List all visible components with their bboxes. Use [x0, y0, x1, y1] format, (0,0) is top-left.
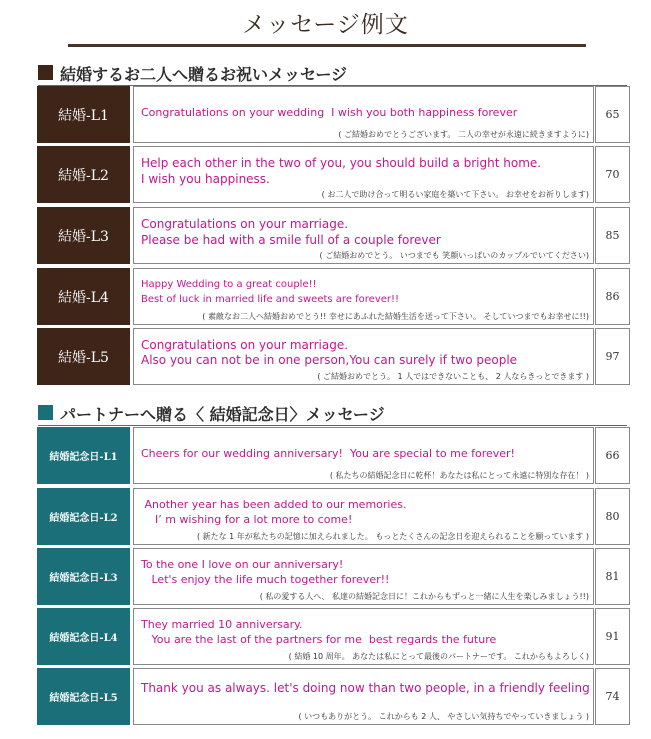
- message-box: [133, 328, 594, 385]
- message-box: [133, 207, 594, 264]
- message-number: 97: [595, 328, 630, 385]
- japanese-translation: ( いつもありがとう。 これからも 2 人、 やさしい気持ちでやっていきましょう ): [298, 712, 589, 721]
- english-message-line: Also you can not be in one person,You can surely if two people: [141, 353, 518, 367]
- english-message-line: Another year has been added to our memories.: [141, 498, 407, 511]
- message-code: 結婚記念日-L3: [37, 548, 130, 605]
- message-row: [37, 608, 629, 665]
- japanese-translation: ( お二人で助け合って明るい家庭を築いて下さい。 お幸せをお祈りします): [321, 190, 589, 199]
- english-message-line: Cheers for our wedding anniversary! You are special to me forever!: [141, 447, 515, 460]
- message-row: [37, 548, 629, 605]
- message-code: 結婚-L5: [37, 328, 130, 385]
- message-code: 結婚-L1: [37, 86, 130, 143]
- message-number: 65: [595, 86, 630, 143]
- message-row: [37, 268, 629, 325]
- message-row: [37, 146, 629, 203]
- message-row: [37, 86, 629, 143]
- english-message-line: Help each other in the two of you, you should build a bright home.: [141, 156, 542, 170]
- japanese-translation: ( ご結婚おめでとうございます。 二人の幸せが永遠に続きますように): [338, 130, 589, 139]
- english-message-line: Please be had with a smile full of a couple forever: [141, 233, 441, 247]
- english-message-line: You are the last of the partners for me best regards the future: [141, 633, 497, 646]
- section-heading-text: パートナーへ贈る〈 結婚記念日〉メッセージ: [60, 405, 385, 424]
- japanese-translation: ( 私の愛する人へ、 私達の結婚記念日に！これからもずっと一緒に人生を楽しみましょう!!): [259, 592, 589, 601]
- message-box: [133, 146, 594, 203]
- message-code: 結婚-L2: [37, 146, 130, 203]
- title-rule: [68, 44, 586, 47]
- message-code: 結婚記念日-L1: [37, 427, 130, 484]
- japanese-translation: ( ご結婚おめでとう。 1 人ではできないことも、 2 人ならきっとできます ): [317, 372, 589, 381]
- message-box: [133, 86, 594, 143]
- english-message-line: I’ m wishing for a lot more to come!: [141, 513, 353, 526]
- message-number: 70: [595, 146, 630, 203]
- page-title: メッセージ例文: [242, 12, 409, 38]
- english-message-line: Congratulations on your wedding I wish you both happiness forever: [141, 106, 518, 119]
- message-row: [37, 668, 629, 725]
- section-underline: [38, 425, 627, 426]
- section-square-icon: [38, 405, 53, 420]
- message-number: 81: [595, 548, 630, 605]
- message-code: 結婚記念日-L4: [37, 608, 130, 665]
- english-message-line: Best of luck in married life and sweets are forever!!: [141, 294, 400, 305]
- message-number: 91: [595, 608, 630, 665]
- message-code: 結婚記念日-L2: [37, 488, 130, 545]
- japanese-translation: ( 私たちの結婚記念日に乾杯！あなたは私にとって永遠に特別な存在！ ): [329, 471, 589, 480]
- message-code: 結婚記念日-L5: [37, 668, 130, 725]
- message-row: [37, 207, 629, 264]
- message-box: [133, 268, 594, 325]
- message-box: [133, 548, 594, 605]
- japanese-translation: ( 素敵なお二人へ結婚おめでとう!! 幸せにあふれた結婚生活を送って下さい。 そしていつまでもお幸せに!!): [202, 312, 589, 321]
- english-message-line: Congratulations on your marriage.: [141, 338, 349, 352]
- message-number: 85: [595, 207, 630, 264]
- japanese-translation: ( 新たな 1 年が私たちの記憶に加えられました。 もっとたくさんの記念日を迎えられることを願っています ): [196, 532, 589, 541]
- message-box: [133, 427, 594, 484]
- message-row: [37, 427, 629, 484]
- message-number: 66: [595, 427, 630, 484]
- english-message-line: Congratulations on your marriage.: [141, 217, 349, 231]
- english-message-line: Thank you as always. let's doing now than two people, in a friendly feeling: [141, 681, 590, 695]
- message-row: [37, 328, 629, 385]
- message-box: [133, 608, 594, 665]
- message-number: 86: [595, 268, 630, 325]
- section-square-icon: [38, 65, 53, 80]
- english-message-line: To the one I love on our anniversary!: [141, 558, 344, 571]
- english-message-line: I wish you happiness.: [141, 172, 270, 186]
- message-box: [133, 488, 594, 545]
- english-message-line: Happy Wedding to a great couple!!: [141, 279, 317, 290]
- section-heading-text: 結婚するお二人へ贈るお祝いメッセージ: [60, 65, 348, 84]
- english-message-line: Let's enjoy the life much together forever!!: [141, 573, 390, 586]
- japanese-translation: ( ご結婚おめでとう。 いつまでも 笑顔いっぱいのカップルでいてください): [319, 251, 589, 260]
- message-box: [133, 668, 594, 725]
- japanese-translation: ( 結婚 10 周年。 あなたは私にとって最後のパートナーです。 これからもよろしく): [288, 652, 589, 661]
- message-row: [37, 488, 629, 545]
- message-number: 74: [595, 668, 630, 725]
- message-number: 80: [595, 488, 630, 545]
- message-code: 結婚-L4: [37, 268, 130, 325]
- english-message-line: They married 10 anniversary.: [141, 618, 303, 631]
- message-code: 結婚-L3: [37, 207, 130, 264]
